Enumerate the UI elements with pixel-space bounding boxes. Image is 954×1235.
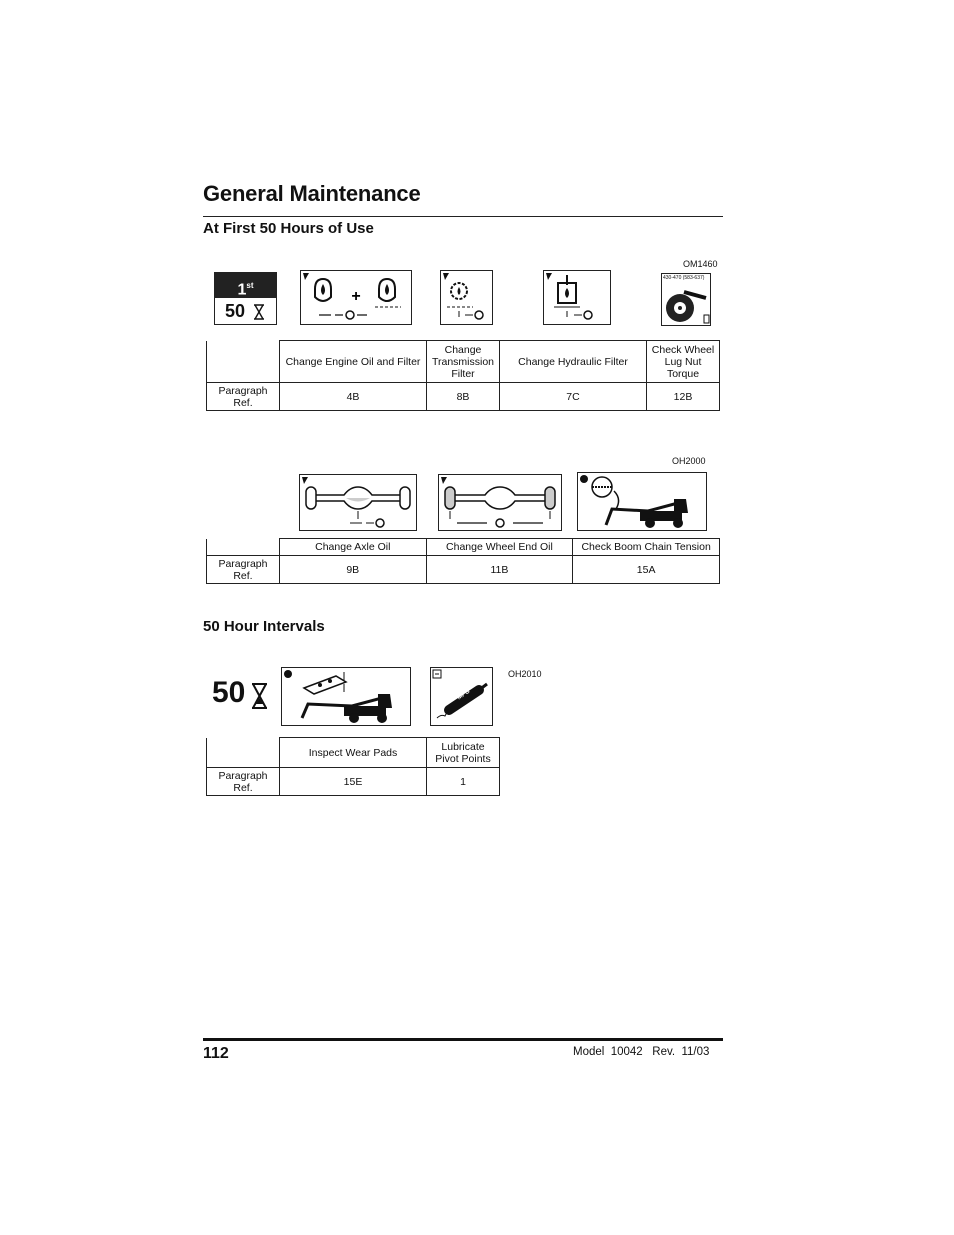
first-50-table-2 (206, 538, 720, 584)
column-header: Change Wheel End Oil (426, 539, 573, 556)
wheel-end-oil-icon (438, 474, 562, 531)
paragraph-ref: 9B (279, 556, 426, 584)
figure-code-oh2000: OH2000 (672, 456, 706, 466)
first-number: 1 (237, 281, 247, 299)
footer-rule (203, 1038, 723, 1041)
row-label: Paragraph Ref. (207, 556, 280, 584)
hydraulic-filter-icon (543, 270, 611, 325)
column-header: Check Wheel Lug Nut Torque (647, 341, 720, 383)
svg-text:+: + (351, 288, 361, 305)
wear-pads-icon (281, 667, 411, 726)
figure-code-om1460: OM1460 (683, 259, 718, 269)
boom-chain-icon (577, 472, 707, 531)
section-heading-first-50: At First 50 Hours of Use (203, 220, 374, 237)
transmission-filter-icon (440, 270, 493, 325)
badge-hours: 50 (225, 301, 246, 321)
column-header: Change Axle Oil (279, 539, 426, 556)
footer-model-rev: Model 10042 Rev. 11/03 (573, 1046, 710, 1058)
hourglass-icon (251, 683, 268, 709)
title-rule (203, 216, 723, 217)
first-50-hours-badge (214, 272, 277, 325)
hourglass-icon (253, 304, 265, 320)
column-header: Change Hydraulic Filter (500, 341, 647, 383)
grease-gun-icon (430, 667, 493, 726)
page-title: General Maintenance (203, 181, 421, 206)
section-heading-50-hour: 50 Hour Intervals (203, 618, 325, 635)
column-header: Lubricate Pivot Points (427, 738, 500, 768)
page-number: 112 (203, 1045, 229, 1062)
column-header: Check Boom Chain Tension (573, 539, 720, 556)
grease-label: MPG (456, 688, 472, 702)
table-corner (207, 341, 280, 383)
paragraph-ref: 15E (280, 768, 427, 796)
fifty-hour-table (206, 737, 500, 796)
column-header: Change Transmission Filter (427, 341, 500, 383)
paragraph-ref: 15A (573, 556, 720, 584)
column-header: Change Engine Oil and Filter (280, 341, 427, 383)
wheel-lug-torque-icon (661, 273, 711, 326)
torque-spec-label: 430-470 (583-637) (663, 275, 705, 281)
engine-oil-filter-icon (300, 270, 412, 325)
paragraph-ref: 11B (426, 556, 573, 584)
paragraph-ref: 1 (427, 768, 500, 796)
axle-oil-icon (299, 474, 417, 531)
paragraph-ref: 8B (427, 383, 500, 411)
paragraph-ref: 7C (500, 383, 647, 411)
paragraph-ref: 4B (280, 383, 427, 411)
first-suffix: st (246, 281, 254, 290)
row-label: Paragraph Ref. (207, 768, 280, 796)
table-corner (207, 738, 280, 768)
column-header: Inspect Wear Pads (280, 738, 427, 768)
first-50-table-1 (206, 340, 720, 411)
row-label: Paragraph Ref. (207, 383, 280, 411)
first-label (215, 273, 276, 298)
table-corner (207, 539, 280, 556)
paragraph-ref: 12B (647, 383, 720, 411)
fifty-hours-label: 50 (212, 676, 246, 709)
figure-code-oh2010: OH2010 (508, 669, 542, 679)
